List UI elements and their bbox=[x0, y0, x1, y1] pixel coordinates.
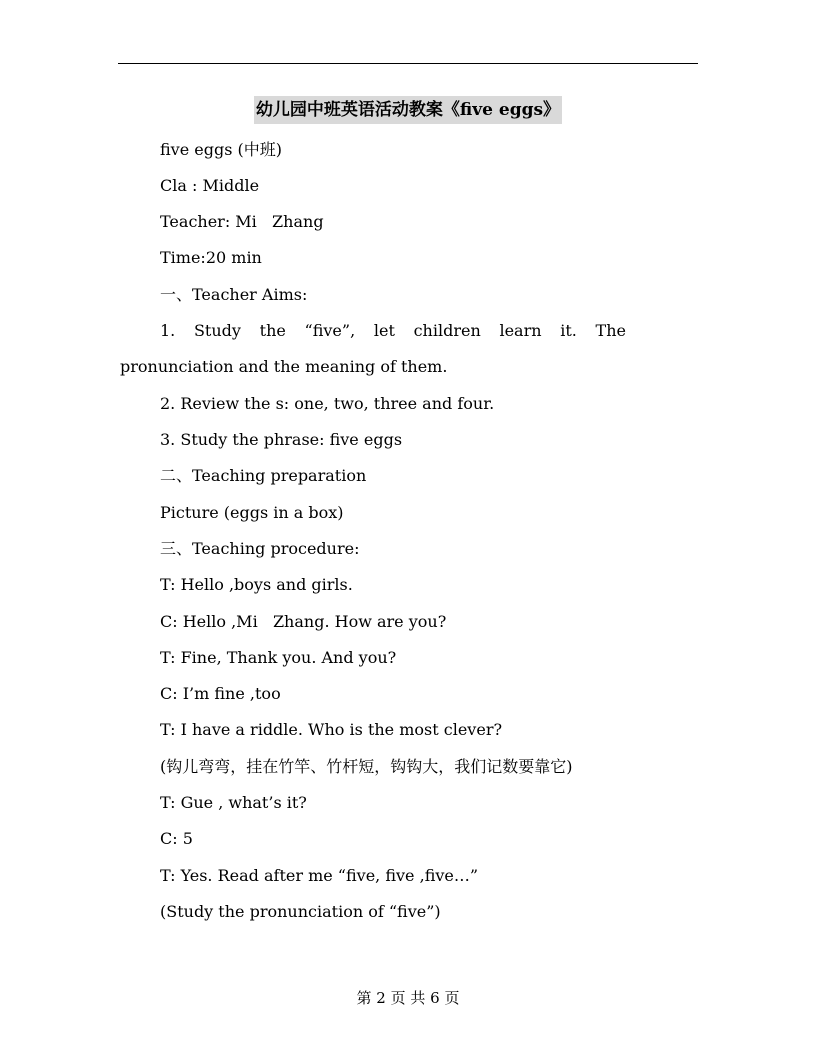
dialogue-line: T: Yes. Read after me “five, five ,five…” bbox=[160, 866, 479, 885]
section-heading-procedure: 三、Teaching procedure: bbox=[160, 539, 360, 558]
section-heading-aims: 一、Teacher Aims: bbox=[160, 285, 308, 304]
text-line-aim-3: 3. Study the phrase: five eggs bbox=[160, 430, 403, 449]
note-line: (Study the pronunciation of “five”) bbox=[160, 902, 441, 921]
riddle-line: (钩儿弯弯，挂在竹竿、竹杆短，钩钩大，我们记数要靠它) bbox=[160, 757, 573, 776]
text-line-picture: Picture (eggs in a box) bbox=[160, 503, 344, 522]
page-footer: 第 2 页 共 6 页 bbox=[356, 989, 460, 1007]
dialogue-line: T: Hello ,boys and girls. bbox=[160, 575, 353, 594]
document-title: 幼儿园中班英语活动教案《five eggs》 bbox=[254, 96, 562, 124]
dialogue-line: T: Fine, Thank you. And you? bbox=[160, 648, 397, 667]
text-line-subtitle: five eggs (中班) bbox=[160, 140, 283, 159]
dialogue-line: C: Hello ,Mi Zhang. How are you? bbox=[160, 612, 447, 631]
text-line-teacher: Teacher: Mi Zhang bbox=[160, 212, 324, 231]
section-heading-preparation: 二、Teaching preparation bbox=[160, 466, 367, 485]
dialogue-line: T: I have a riddle. Who is the most clever? bbox=[160, 720, 503, 739]
dialogue-line: C: 5 bbox=[160, 829, 193, 848]
text-line-aim-2: 2. Review the s: one, two, three and four. bbox=[160, 394, 495, 413]
title-container bbox=[0, 96, 816, 124]
text-line-time: Time:20 min bbox=[160, 248, 262, 267]
text-line-class: Cla : Middle bbox=[160, 176, 260, 195]
header-rule bbox=[118, 63, 698, 64]
dialogue-line: C: I’m fine ,too bbox=[160, 684, 281, 703]
text-line-aim-1: 1. Study the “five”, let children learn it. The bbox=[160, 321, 626, 340]
dialogue-line: T: Gue , what’s it? bbox=[160, 793, 307, 812]
text-line-aim-1-cont: pronunciation and the meaning of them. bbox=[120, 357, 448, 376]
